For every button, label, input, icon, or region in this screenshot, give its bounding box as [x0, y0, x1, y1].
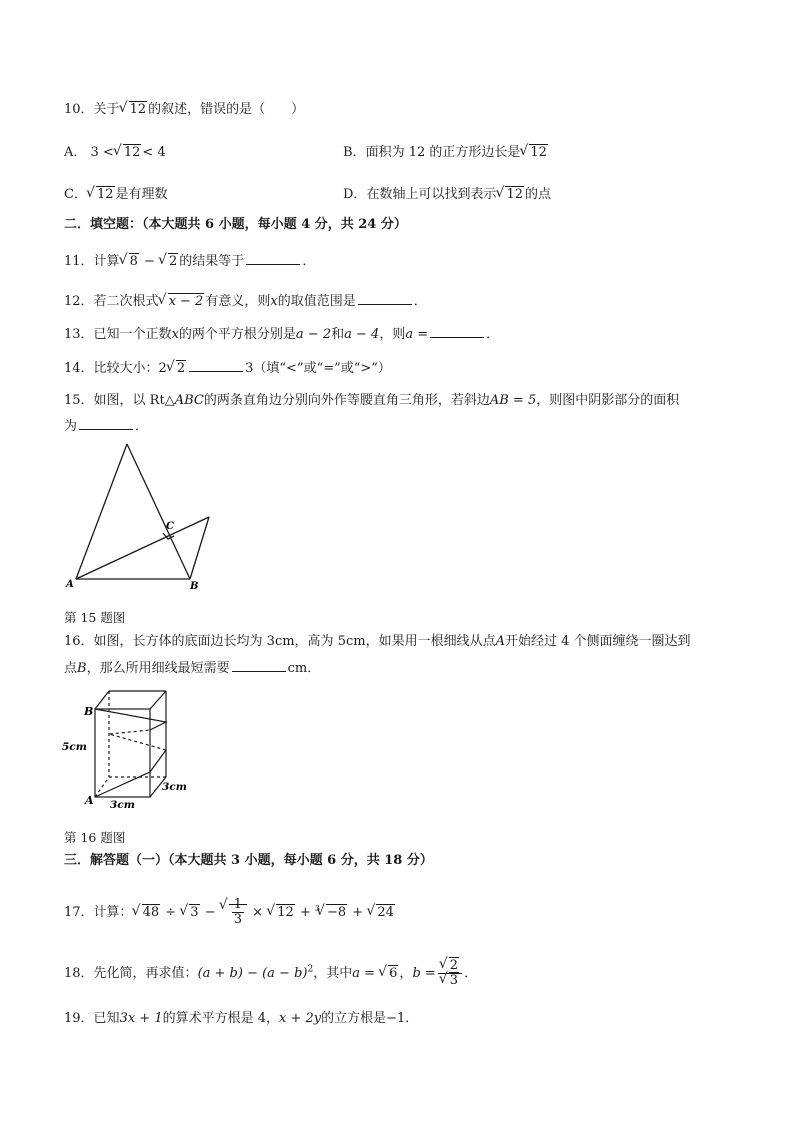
q10-option-c	[64, 186, 168, 204]
radicand: 24	[377, 905, 394, 920]
sqrt-fraction	[220, 898, 247, 927]
label-a: A	[66, 579, 74, 590]
radicand: 12	[129, 102, 147, 117]
q13-number: 13．	[64, 327, 94, 342]
punctuation: ．	[413, 294, 427, 309]
numerator: √ 1	[233, 897, 243, 912]
q11-number: 11．	[64, 254, 94, 269]
fraction	[438, 959, 462, 988]
q13-text: 的两个平方根分别是	[178, 327, 296, 342]
box-front-face	[95, 709, 150, 797]
sqrt-symbol	[133, 904, 161, 922]
operator: +	[348, 905, 368, 920]
option-label: C．	[64, 187, 87, 202]
q10-option-d	[343, 186, 551, 204]
sqrt-symbol	[496, 186, 524, 204]
unit: cm．	[287, 661, 321, 676]
q14	[64, 359, 391, 378]
q14-text: 比较大小：2	[93, 361, 167, 376]
q15-text: 如图，以 Rt△	[93, 393, 175, 408]
option-label: A．	[64, 145, 87, 160]
label-a: A	[85, 794, 94, 807]
q12-text: 若二次根式	[93, 294, 159, 309]
value: −1	[386, 1011, 406, 1026]
variable: x	[270, 294, 278, 309]
radicand: 2	[176, 361, 186, 376]
q19	[64, 1010, 418, 1028]
sqrt-symbol	[367, 904, 395, 922]
label-b: B	[84, 705, 94, 718]
triangle-edge	[190, 517, 209, 579]
q16-text: 如图，长方体的底面边长均为 3cm，高为 5cm，如果用一根细线从点	[93, 634, 496, 649]
radicand: 2	[169, 254, 178, 269]
label-c: C	[166, 521, 174, 532]
radicand: −8	[327, 905, 347, 920]
expression: a =	[405, 327, 429, 342]
sqrt-symbol	[180, 904, 199, 922]
punctuation: ．	[464, 966, 478, 981]
q11-text: 计算	[93, 254, 120, 269]
radicand: 12	[123, 145, 141, 160]
q13-text: ，则	[379, 327, 406, 342]
q16-text: 点	[64, 661, 78, 676]
q15-line-1	[64, 392, 679, 410]
radicand: 3	[449, 973, 459, 988]
expression: x + 2y	[279, 1011, 322, 1026]
q17-number: 17．	[64, 905, 94, 920]
operator: ÷	[161, 905, 181, 920]
operator: −	[200, 905, 220, 920]
punctuation: ．	[486, 327, 500, 342]
q16-number: 16．	[64, 634, 94, 649]
q19-text: 的立方根是	[321, 1011, 387, 1026]
sqrt-symbol	[159, 253, 178, 271]
q12	[64, 292, 427, 311]
radicand: 2	[449, 958, 459, 973]
q15-text: 为	[64, 419, 78, 434]
sqrt-symbol	[87, 186, 115, 204]
radicand: 12	[96, 187, 114, 202]
variable: x	[171, 327, 179, 342]
operator: ×	[248, 905, 268, 920]
exponent: 2	[307, 964, 314, 975]
operator: −	[139, 254, 160, 269]
punctuation: ．	[135, 419, 149, 434]
q12-text: 的取值范围是	[277, 294, 356, 309]
box-edge	[150, 691, 166, 709]
radicand: 48	[142, 905, 160, 920]
section-3-heading: 三．解答题（一）（本大题共 3 小题，每小题 6 分，共 18 分）	[64, 853, 433, 868]
sqrt-symbol	[379, 965, 398, 983]
option-label: D．	[343, 187, 367, 202]
expression: b =	[412, 966, 436, 981]
punctuation: ．	[405, 1011, 419, 1026]
answer-blank[interactable]	[246, 252, 300, 265]
q16-line-2	[64, 659, 320, 678]
q15-line-2	[64, 417, 148, 436]
expression: 3x + 1	[119, 1011, 163, 1026]
q14-number: 14．	[64, 361, 94, 376]
label-height: 5cm	[62, 741, 87, 753]
radicand: 12	[506, 187, 523, 202]
q12-number: 12．	[64, 294, 94, 309]
denominator: 3	[233, 912, 243, 927]
q13-text: 和	[331, 327, 345, 342]
q13	[64, 325, 499, 344]
q19-number: 19．	[64, 1011, 94, 1026]
point-name: B	[77, 661, 87, 676]
option-expr: 3 <	[90, 145, 114, 160]
radicand: 12	[277, 905, 294, 920]
q19-text: 的算术平方根是 4，	[162, 1011, 279, 1026]
sqrt-symbol	[267, 904, 295, 922]
q16-text: 开始经过 4 个侧面缠绕一圈达到	[504, 634, 691, 649]
radicand: 3	[190, 905, 199, 920]
q16-figure	[60, 682, 200, 812]
expression: AB = 5	[489, 393, 537, 408]
q10-option-b	[343, 144, 549, 162]
q15-text: 的两条直角边分别向外作等腰直角三角形，若斜边	[203, 393, 490, 408]
point-name: A	[495, 634, 505, 649]
q10-stem	[64, 101, 304, 119]
sqrt-symbol	[167, 360, 186, 378]
answer-blank[interactable]	[79, 417, 133, 430]
expression: a =	[352, 966, 375, 981]
q18	[64, 959, 477, 988]
string-path-hidden	[109, 730, 166, 750]
section-2-heading: 二．填空题：（本大题共 6 小题，每小题 4 分，共 24 分）	[64, 217, 407, 232]
q18-text: ，其中	[313, 966, 353, 981]
expression: (a + b) − (a − b)	[197, 966, 308, 981]
operator: +	[295, 905, 315, 920]
option-label: B．	[343, 145, 366, 160]
q10-text-pre: 关于	[93, 102, 120, 117]
sqrt-symbol	[159, 293, 205, 311]
q17	[64, 898, 396, 927]
root-index: 3	[314, 903, 320, 913]
sqrt-symbol	[440, 974, 459, 988]
string-path	[95, 709, 166, 730]
q19-text: 已知	[93, 1011, 120, 1026]
q10-number: 10．	[64, 102, 94, 117]
sqrt-symbol	[120, 101, 148, 119]
triangle-name: ABC	[174, 393, 204, 408]
q15-number: 15．	[64, 393, 94, 408]
option-text: 在数轴上可以找到表示	[366, 187, 497, 202]
answer-blank[interactable]	[430, 325, 484, 338]
q17-text: 计算：	[93, 905, 133, 920]
q11-text: 的结果等于	[179, 254, 245, 269]
punctuation: ．	[302, 254, 316, 269]
radicand: 8	[129, 254, 138, 269]
option-text: 的点	[525, 187, 552, 202]
q15-text: ，则图中阴影部分的面积	[536, 393, 680, 408]
label-width: 3cm	[110, 799, 135, 811]
punctuation: ，	[399, 966, 413, 981]
cube-root-symbol	[314, 903, 347, 922]
expression: a − 2	[295, 327, 332, 342]
label-depth: 3cm	[162, 781, 187, 793]
triangle-edge	[127, 444, 190, 579]
answer-blank[interactable]	[358, 292, 412, 305]
q15-figure	[62, 437, 222, 597]
answer-blank[interactable]	[232, 659, 286, 672]
q14-text: 3（填“<”或“=”或“>”）	[245, 361, 391, 376]
sqrt-symbol	[520, 144, 548, 162]
q12-text: 有意义，则	[205, 294, 271, 309]
label-b: B	[190, 581, 199, 592]
sqrt-symbol	[120, 253, 139, 271]
q13-text: 已知一个正数	[93, 327, 172, 342]
sqrt-symbol	[114, 144, 142, 162]
q16-caption: 第 16 题图	[64, 830, 126, 845]
q15-caption: 第 15 题图	[64, 610, 126, 625]
option-expr: < 4	[142, 145, 166, 160]
radicand: 6	[389, 966, 398, 981]
fraction	[232, 898, 244, 927]
expression: a − 4	[344, 327, 380, 342]
box-edge	[95, 691, 109, 709]
q10-option-a	[64, 144, 166, 162]
answer-blank[interactable]	[189, 359, 243, 372]
radicand: 12	[530, 145, 547, 160]
q18-number: 18．	[64, 966, 94, 981]
q16-line-1	[64, 633, 691, 651]
radicand: x − 2	[168, 294, 204, 309]
option-text: 面积为 12 的正方形边长是	[365, 145, 521, 160]
q10-text-post: 的叙述，错误的是（ ）	[148, 102, 305, 117]
option-text: 是有理数	[115, 187, 168, 202]
q11	[64, 252, 315, 271]
q16-text: ，那么所用细线最短需要	[86, 661, 230, 676]
q18-text: 先化简，再求值：	[93, 966, 198, 981]
